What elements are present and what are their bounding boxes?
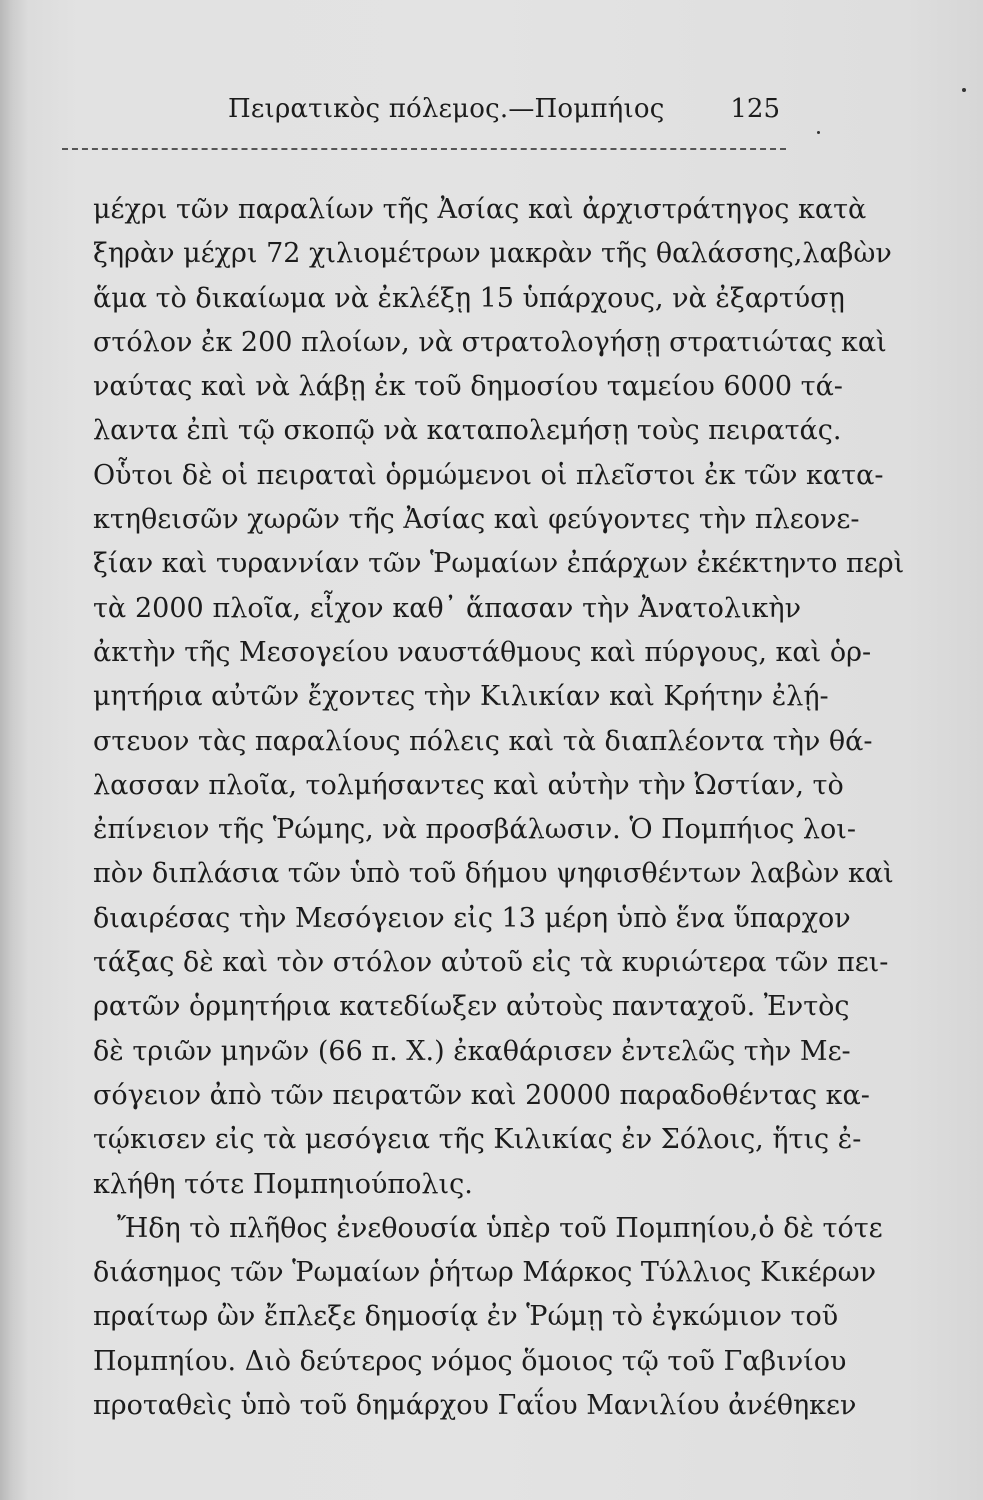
text-line: ἅμα τὸ δικαίωμα νὰ ἐκλέξῃ 15 ὑπάρχους, νὰ ἐξαρτύσῃ bbox=[93, 282, 845, 314]
text-line: μητήρια αὐτῶν ἔχοντες τὴν Κιλικίαν καὶ Κρήτην ἐλῄ- bbox=[93, 681, 829, 713]
text-line: ἀκτὴν τῆς Μεσογείου ναυστάθμους καὶ πύργους, καὶ ὁρ- bbox=[93, 636, 872, 668]
paper-speck bbox=[962, 88, 966, 92]
text-line: στόλον ἐκ 200 πλοίων, νὰ στρατολογήσῃ στρατιώτας καὶ bbox=[93, 326, 887, 358]
text-line: ἐπίνειον τῆς Ῥώμης, νὰ προσβάλωσιν. Ὁ Πομπήιος λοι- bbox=[93, 814, 857, 846]
text-line: στευον τὰς παραλίους πόλεις καὶ τὰ διαπλέοντα τὴν θά- bbox=[93, 725, 873, 757]
body-text bbox=[93, 188, 905, 1428]
text-line: τῴκισεν εἰς τὰ μεσόγεια τῆς Κιλικίας ἐν Σόλοις, ἥτις ἐ- bbox=[93, 1124, 862, 1156]
text-line: λασσαν πλοῖα, τολμήσαντες καὶ αὐτὴν τὴν Ὠστίαν, τὸ bbox=[93, 769, 844, 801]
text-line: ξηρὰν μέχρι 72 χιλιομέτρων μακρὰν τῆς θαλάσσης,λαβὼν bbox=[93, 238, 892, 270]
text-line: τὰ 2000 πλοῖα, εἶχον καθ᾽ ἅπασαν τὴν Ἀνατολικὴν bbox=[93, 592, 801, 624]
text-line: διάσημος τῶν Ῥωμαίων ῥήτωρ Μάρκος Τύλλιος Κικέρων bbox=[93, 1257, 877, 1289]
text-line: Πομπηίου. Διὸ δεύτερος νόμος ὅμοιος τῷ τοῦ Γαβινίου bbox=[93, 1345, 847, 1377]
text-line: πραίτωρ ὢν ἔπλεξε δημοσίᾳ ἐν Ῥώμῃ τὸ ἐγκώμιον τοῦ bbox=[93, 1301, 839, 1333]
text-line: λαντα ἐπὶ τῷ σκοπῷ νὰ καταπολεμήσῃ τοὺς πειρατάς. bbox=[93, 415, 842, 447]
paragraph-start-line: Ἤδη τὸ πλῆθος ἐνεθουσία ὑπὲρ τοῦ Πομπηίου,ὁ δὲ τότε bbox=[117, 1212, 883, 1244]
text-line: κτηθεισῶν χωρῶν τῆς Ἀσίας καὶ φεύγοντες τὴν πλεονε- bbox=[93, 504, 860, 536]
text-line: μέχρι τῶν παραλίων τῆς Ἀσίας καὶ ἀρχιστράτηγος κατὰ bbox=[93, 194, 867, 225]
page-number: 125 bbox=[730, 94, 780, 124]
text-line: προταθεὶς ὑπὸ τοῦ δημάρχου Γαΐου Μανιλίου ἀνέθηκεν bbox=[93, 1390, 857, 1422]
paper-speck bbox=[817, 131, 820, 134]
text-line: ρατῶν ὁρμητήρια κατεδίωξεν αὐτοὺς πανταχοῦ. Ἐντὸς bbox=[93, 991, 850, 1023]
text-line: ναύτας καὶ νὰ λάβῃ ἐκ τοῦ δημοσίου ταμείου 6000 τά- bbox=[93, 371, 843, 403]
running-header bbox=[90, 84, 800, 140]
text-line: τάξας δὲ καὶ τὸν στόλον αὐτοῦ εἰς τὰ κυριώτερα τῶν πει- bbox=[93, 947, 889, 979]
running-title: Πειρατικὸς πόλεμος.—Πομπήιος bbox=[228, 94, 665, 124]
text-line: Οὗτοι δὲ οἱ πειραταὶ ὁρμώμενοι οἱ πλεῖστοι ἐκ τῶν κατα- bbox=[93, 459, 884, 491]
text-line: πὸν διπλάσια τῶν ὑπὸ τοῦ δήμου ψηφισθέντων λαβὼν καὶ bbox=[93, 858, 894, 890]
header-dashed-rule bbox=[62, 148, 786, 150]
text-line: σόγειον ἀπὸ τῶν πειρατῶν καὶ 20000 παραδοθέντας κα- bbox=[93, 1079, 870, 1111]
page-gutter-shadow bbox=[0, 0, 28, 1500]
text-line: ξίαν καὶ τυραννίαν τῶν Ῥωμαίων ἐπάρχων ἐκέκτηντο περὶ bbox=[93, 548, 905, 580]
text-line: διαιρέσας τὴν Μεσόγειον εἰς 13 μέρη ὑπὸ ἕνα ὕπαρχον bbox=[93, 902, 851, 934]
paragraph-end-line: κλήθη τότε Πομπηιούπολις. bbox=[93, 1168, 473, 1200]
text-line: δὲ τριῶν μηνῶν (66 π. Χ.) ἐκαθάρισεν ἐντελῶς τὴν Με- bbox=[93, 1035, 851, 1067]
